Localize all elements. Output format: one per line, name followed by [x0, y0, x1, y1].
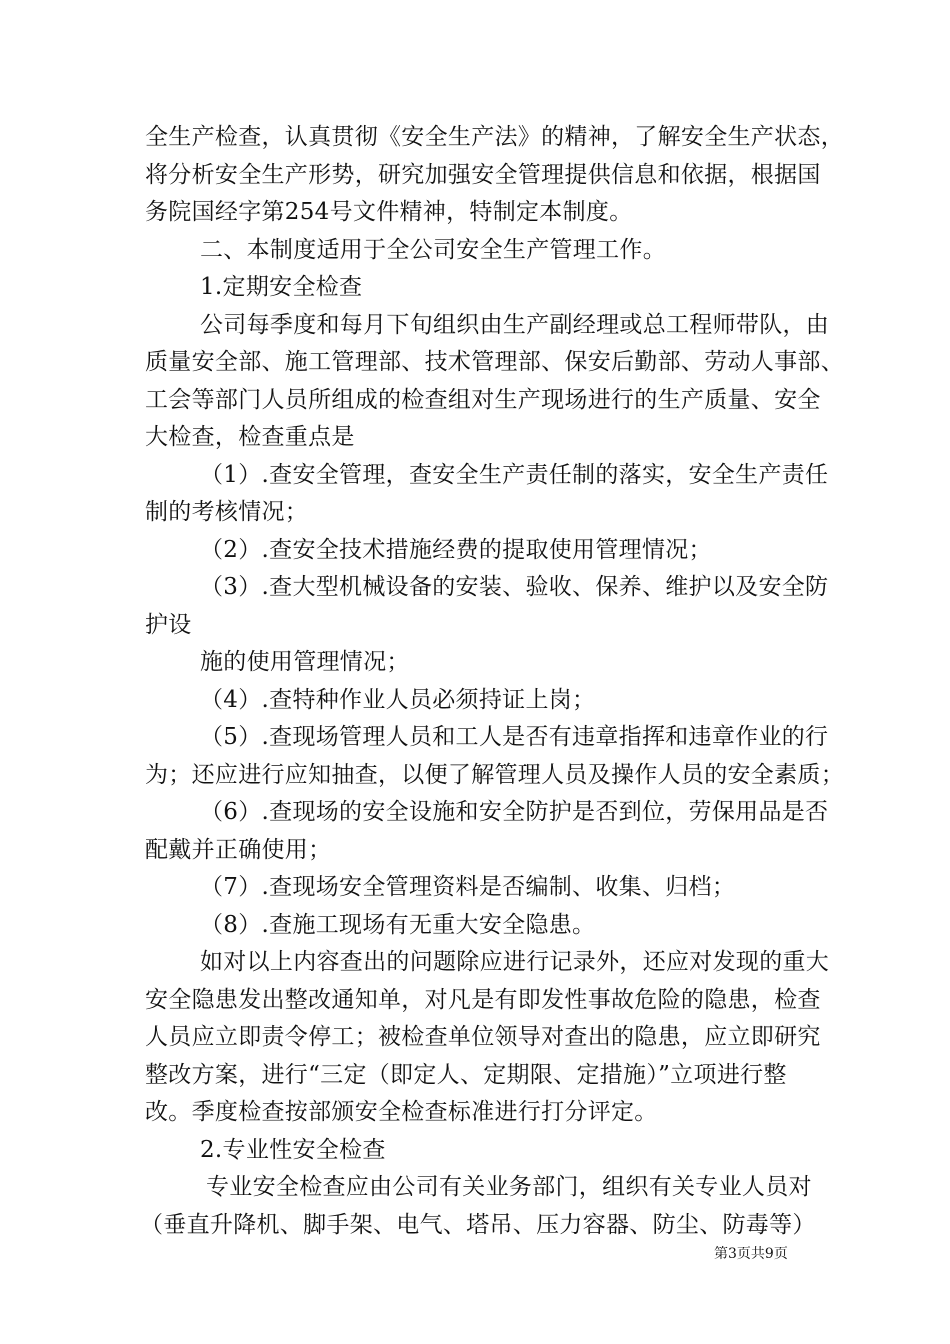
- list-item: （3）.查大型机械设备的安装、验收、保养、维护以及安全防: [200, 574, 829, 600]
- text-line: 务院国经字第254号文件精神，特制定本制度。: [145, 199, 633, 225]
- text-line: 将分析安全生产形势，研究加强安全管理提供信息和依据，根据国: [145, 162, 821, 188]
- text-line: 改。季度检查按部颁安全检查标准进行打分评定。: [145, 1099, 658, 1125]
- subsection-heading: 1.定期安全检查: [200, 274, 363, 300]
- text-line: 为；还应进行应知抽查，以便了解管理人员及操作人员的安全素质；: [145, 762, 844, 788]
- list-item: （2）.查安全技术措施经费的提取使用管理情况；: [200, 537, 712, 563]
- text-line: 质量安全部、施工管理部、技术管理部、保安后勤部、劳动人事部、: [145, 349, 844, 375]
- text-line: 人员应立即责令停工；被检查单位领导对查出的隐患，应立即研究: [145, 1024, 821, 1050]
- list-item: （6）.查现场的安全设施和安全防护是否到位，劳保用品是否: [200, 799, 829, 825]
- text-line: 安全隐患发出整改通知单，对凡是有即发性事故危险的隐患，检查: [145, 987, 821, 1013]
- list-item: （5）.查现场管理人员和工人是否有违章指挥和违章作业的行: [200, 724, 829, 750]
- list-item: （7）.查现场安全管理资料是否编制、收集、归档；: [200, 874, 736, 900]
- text-line: 公司每季度和每月下旬组织由生产副经理或总工程师带队，由: [200, 312, 830, 338]
- text-line: 配戴并正确使用；: [145, 837, 332, 863]
- text-line: 工会等部门人员所组成的检查组对生产现场进行的生产质量、安全: [145, 387, 821, 413]
- section-heading: 二、本制度适用于全公司安全生产管理工作。: [200, 237, 666, 263]
- subsection-heading: 2.专业性安全检查: [200, 1137, 386, 1163]
- text-line: 制的考核情况；: [145, 499, 309, 525]
- text-line: （垂直升降机、脚手架、电气、塔吊、压力容器、防尘、防毒等）: [140, 1212, 816, 1238]
- text-line: 大检查，检查重点是: [145, 424, 355, 450]
- text-line: 护设: [145, 612, 192, 638]
- text-line: 整改方案，进行“三定（即定人、定期限、定措施）”立项进行整: [145, 1062, 787, 1088]
- text-line: 如对以上内容查出的问题除应进行记录外，还应对发现的重大: [200, 949, 830, 975]
- list-item: （1）.查安全管理，查安全生产责任制的落实，安全生产责任: [200, 462, 829, 488]
- text-line: 全生产检查，认真贯彻《安全生产法》的精神，了解安全生产状态，: [145, 124, 844, 150]
- page-number: 第3页共9页: [714, 1246, 788, 1262]
- text-line: 专业安全检查应由公司有关业务部门，组织有关专业人员对: [206, 1174, 812, 1200]
- text-line: 施的使用管理情况；: [200, 649, 410, 675]
- list-item: （8）.查施工现场有无重大安全隐患。: [200, 912, 596, 938]
- list-item: （4）.查特种作业人员必须持证上岗；: [200, 687, 596, 713]
